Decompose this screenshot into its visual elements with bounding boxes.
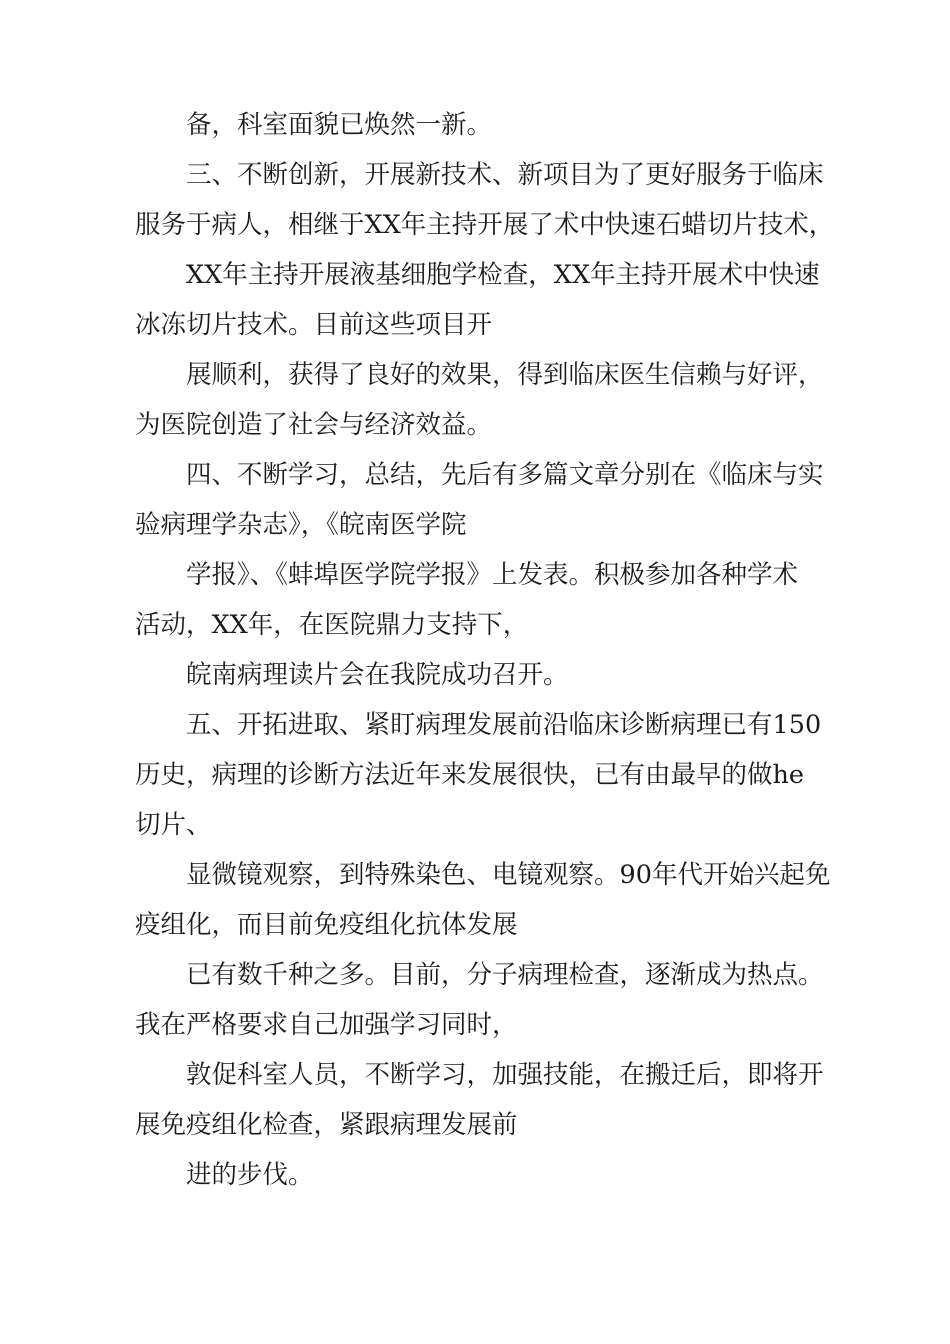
paragraph-12: [135, 1150, 835, 1200]
paragraph-7: [135, 650, 835, 700]
text-line: 皖南病理读片会在我院成功召开。: [186, 660, 569, 690]
text-line: 备，科室面貌已焕然一新。: [186, 110, 493, 140]
paragraph-6: [135, 550, 835, 650]
text-line: 活动，XX年，在医院鼎力支持下，: [135, 610, 529, 640]
text-line: 三、不断创新，开展新技术、新项目为了更好服务于临床: [186, 160, 824, 190]
text-line: 进的步伐。: [186, 1160, 314, 1190]
paragraph-3: [135, 250, 835, 350]
text-line: 为医院创造了社会与经济效益。: [135, 410, 493, 440]
text-line: 四、不断学习，总结，先后有多篇文章分别在《临床与实: [186, 460, 824, 490]
text-line: 显微镜观察，到特殊染色、电镜观察。90年代开始兴起免: [186, 860, 831, 890]
paragraph-8: [135, 700, 835, 850]
text-line: 五、开拓进取、紧盯病理发展前沿临床诊断病理已有150: [186, 710, 822, 740]
text-line: 展免疫组化检查，紧跟病理发展前: [135, 1110, 518, 1140]
paragraph-11: [135, 1050, 835, 1150]
text-line: 历史，病理的诊断方法近年来发展很快，已有由最早的做he: [135, 760, 805, 790]
text-line: 疫组化，而目前免疫组化抗体发展: [135, 910, 518, 940]
text-line: 服务于病人，相继于XX年主持开展了术中快速石蜡切片技术，: [135, 210, 835, 240]
text-line: 验病理学杂志》，《皖南医学院: [135, 510, 467, 540]
text-line: 已有数千种之多。目前，分子病理检查，逐渐成为热点。: [186, 960, 824, 990]
text-line: 学报》、《蚌埠医学院学报》上发表。积极参加各种学术: [186, 560, 799, 590]
paragraph-2: [135, 150, 835, 250]
paragraph-5: [135, 450, 835, 550]
text-line: 我在严格要求自己加强学习同时，: [135, 1010, 518, 1040]
text-line: 敦促科室人员，不断学习，加强技能，在搬迁后，即将开: [186, 1060, 824, 1090]
text-line: XX年主持开展液基细胞学检查，XX年主持开展术中快速: [186, 260, 820, 290]
paragraph-4: [135, 350, 835, 450]
text-line: 展顺利，获得了良好的效果，得到临床医生信赖与好评，: [186, 360, 824, 390]
paragraph-1: [135, 100, 835, 150]
paragraph-9: [135, 850, 835, 950]
text-line: 切片、: [135, 810, 212, 840]
paragraph-10: [135, 950, 835, 1050]
text-line: 冰冻切片技术。目前这些项目开: [135, 310, 493, 340]
